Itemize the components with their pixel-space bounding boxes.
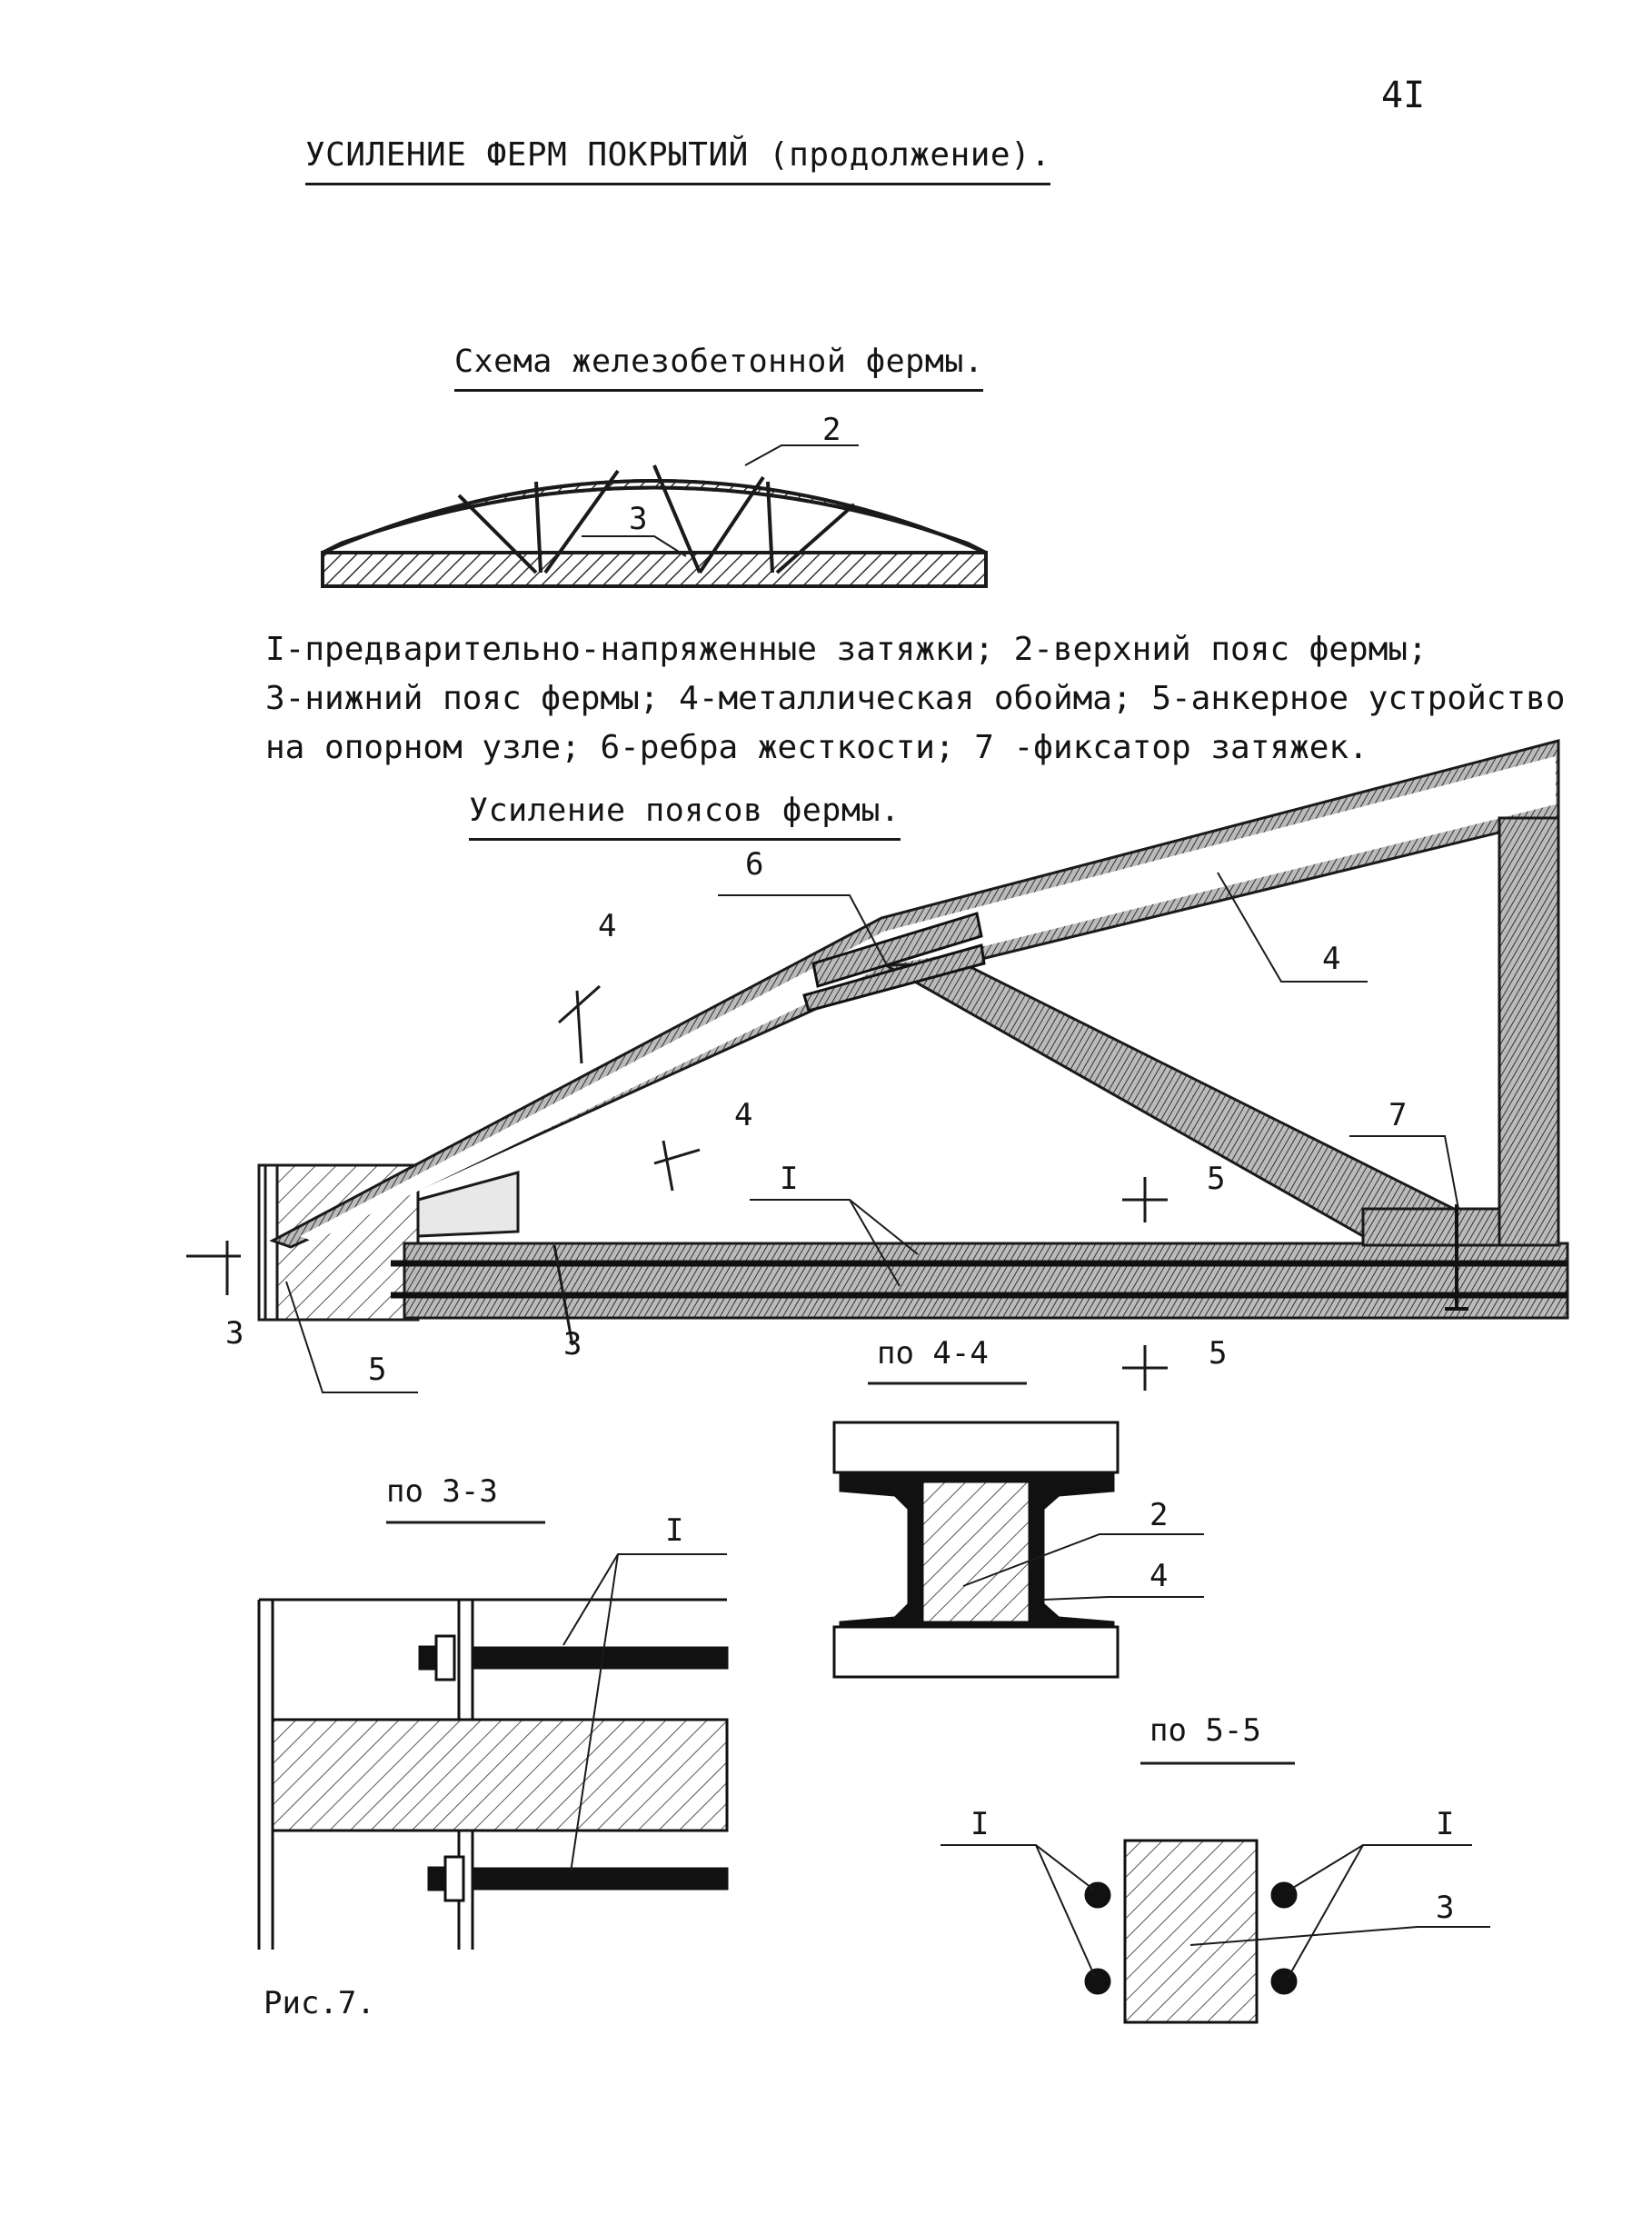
legend-line-3: на опорном узле; 6-ребра жесткости; 7 -фиксатор затяжек. [265,729,1368,766]
legend-line-1: I-предварительно-напряженные затяжки; 2-верхний пояс фермы; [265,631,1428,668]
section-5-5-title: по 5-5 [1149,1712,1261,1749]
section-5-5 [1086,1841,1296,2022]
label-1-s55-right: I [1436,1806,1455,1842]
label-1-s33: I [665,1512,684,1549]
label-3-a: 3 [225,1315,244,1352]
legend-line-2: 3-нижний пояс фермы; 4-металлическая обойма; 5-анкерное устройство [265,680,1566,717]
label-5-c: 5 [1209,1335,1228,1372]
page-number: 4I [1381,75,1426,116]
section-4-4-title: по 4-4 [877,1335,989,1372]
page-title: УСИЛЕНИЕ ФЕРМ ПОКРЫТИЙ (продолжение). [305,136,1050,185]
label-5-a: 5 [1207,1161,1226,1197]
section-4-4 [834,1422,1118,1677]
scheme-title: Схема железобетонной фермы. [454,344,983,392]
label-3: 3 [629,501,648,537]
label-4-c: 4 [734,1097,753,1133]
label-4-s44: 4 [1149,1558,1169,1594]
label-1-s55-left: I [970,1806,990,1842]
label-4-b: 4 [1322,941,1341,977]
label-4-a: 4 [598,908,617,944]
label-2: 2 [822,412,841,448]
label-7: 7 [1388,1097,1408,1133]
label-5-b: 5 [368,1352,387,1388]
label-2-s44: 2 [1149,1497,1169,1533]
section-3-3-title: по 3-3 [386,1473,498,1510]
figure-caption: Рис.7. [264,1985,375,2021]
truss-scheme [323,465,986,586]
truss-node-elevation [259,741,1567,1320]
section-3-3 [259,1600,727,1950]
label-3-s55: 3 [1436,1890,1455,1926]
label-6: 6 [745,846,764,883]
label-1: I [780,1161,799,1197]
label-3-b: 3 [563,1326,582,1362]
belts-reinforcement-title: Усиление поясов фермы. [469,793,901,841]
